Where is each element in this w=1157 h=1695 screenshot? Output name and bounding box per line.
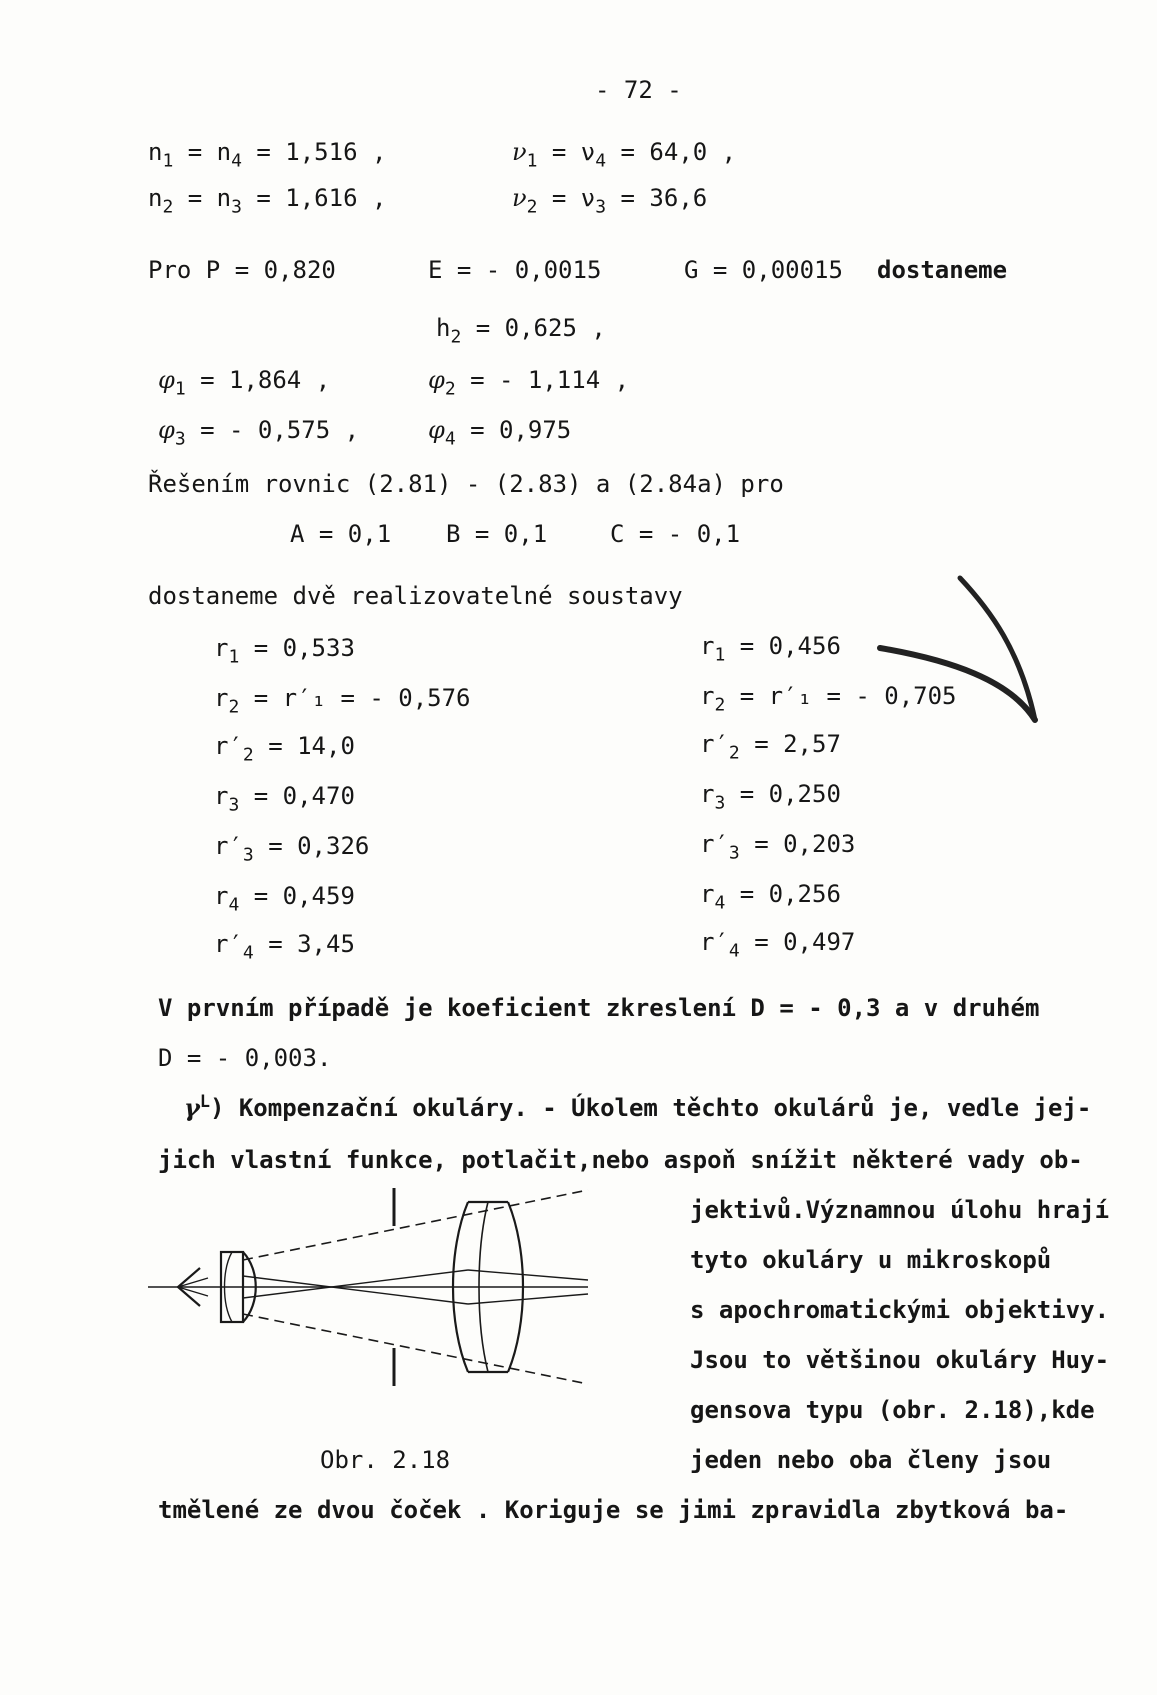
coefficient-c: C = - 0,1 bbox=[610, 520, 741, 548]
right-r4-prime: $r'_4 = 0,497$ bbox=[700, 928, 856, 962]
solution-intro: Řešením rovnic (2.81) - (2.83) a (2.84a) pro bbox=[148, 470, 784, 498]
figure-caption: Obr. 2.18 bbox=[320, 1446, 451, 1474]
left-r2-prime: $r'_2 = 14,0$ bbox=[214, 732, 355, 766]
distortion-line-1: V prvním případě je koeficient zkreslení D = - 0,3 a v druhém bbox=[158, 994, 1040, 1022]
dostaneme-word: dostaneme bbox=[877, 256, 1008, 284]
right-r1: $r_1 = 0,456$ bbox=[700, 632, 841, 666]
figure-huygens-eyepiece bbox=[148, 1180, 598, 1390]
wrap-line-4: Jsou to většinou okuláry Huy- bbox=[690, 1346, 1110, 1374]
coefficient-a: A = 0,1 bbox=[290, 520, 392, 548]
section-line-2: jich vlastní funkce, potlačit,nebo aspoň snížit některé vady ob- bbox=[158, 1146, 1083, 1174]
right-r3: $r_3 = 0,250$ bbox=[700, 780, 841, 814]
wrap-line-1: jektivů.Významnou úlohu hrají bbox=[690, 1196, 1110, 1224]
left-r4: $r_4 = 0,459$ bbox=[214, 882, 355, 916]
right-r2-prime: $r'_2 = 2,57$ bbox=[700, 730, 841, 764]
left-r2: $r_2 = r'_1$ = - 0,576 bbox=[214, 684, 471, 718]
section-marker: γ bbox=[184, 1093, 200, 1122]
last-line: tmělené ze dvou čoček . Koriguje se jimi zpravidla zbytková ba- bbox=[158, 1496, 1069, 1524]
two-systems-line: dostaneme dvě realizovatelné soustavy bbox=[148, 582, 683, 610]
left-r3-prime: $r'_3 = 0,326$ bbox=[214, 832, 370, 866]
refractive-index-n2-n3: $n_2 = n_3 = 1,616$ , bbox=[148, 184, 387, 218]
wrap-line-6: jeden nebo oba členy jsou bbox=[690, 1446, 1052, 1474]
h2-value: $h_2 = 0,625$ , bbox=[436, 314, 606, 348]
phi2-value: $\varphi_2$ = - 1,114 , bbox=[428, 366, 630, 400]
refractive-index-n1-n4: $n_1 = n_4 = 1,516$ , bbox=[148, 138, 387, 172]
distortion-line-2: D = - 0,003. bbox=[158, 1044, 332, 1072]
left-r3: $r_3 = 0,470$ bbox=[214, 782, 355, 816]
phi1-value: $\varphi_1 = 1,864$ , bbox=[158, 366, 331, 400]
left-r4-prime: $r'_4 = 3,45$ bbox=[214, 930, 355, 964]
given-p: Pro P = 0,820 bbox=[148, 256, 336, 284]
right-r2: $r_2 = r'_1$ = - 0,705 bbox=[700, 682, 957, 716]
coefficient-b: B = 0,1 bbox=[446, 520, 548, 548]
section-heading-line: $\gamma^L$) Kompenzační okuláry. - Úkolem těchto okulárů je, vedle jej- bbox=[184, 1091, 1092, 1122]
left-r1: $r_1 = 0,533$ bbox=[214, 634, 355, 668]
right-r3-prime: $r'_3 = 0,203$ bbox=[700, 830, 856, 864]
wrap-line-5: gensova typu (obr. 2.18),kde bbox=[690, 1396, 1095, 1424]
phi4-value: $\varphi_4 = 0,975$ bbox=[428, 416, 572, 450]
wrap-line-2: tyto okuláry u mikroskopů bbox=[690, 1246, 1052, 1274]
given-g: G = 0,00015 bbox=[684, 256, 843, 284]
wrap-line-3: s apochromatickými objektivy. bbox=[690, 1296, 1110, 1324]
abbe-number-nu1-nu4: $\nu_1 = \nu_4 = 64,0$ , bbox=[512, 138, 737, 172]
right-r4: $r_4 = 0,256$ bbox=[700, 880, 841, 914]
page-number: - 72 - bbox=[595, 76, 682, 104]
given-e: E = - 0,0015 bbox=[428, 256, 602, 284]
abbe-number-nu2-nu3: $\nu_2 = \nu_3 = 36,6$ bbox=[512, 184, 708, 218]
phi3-value: $\varphi_3$ = - 0,575 , bbox=[158, 416, 360, 450]
